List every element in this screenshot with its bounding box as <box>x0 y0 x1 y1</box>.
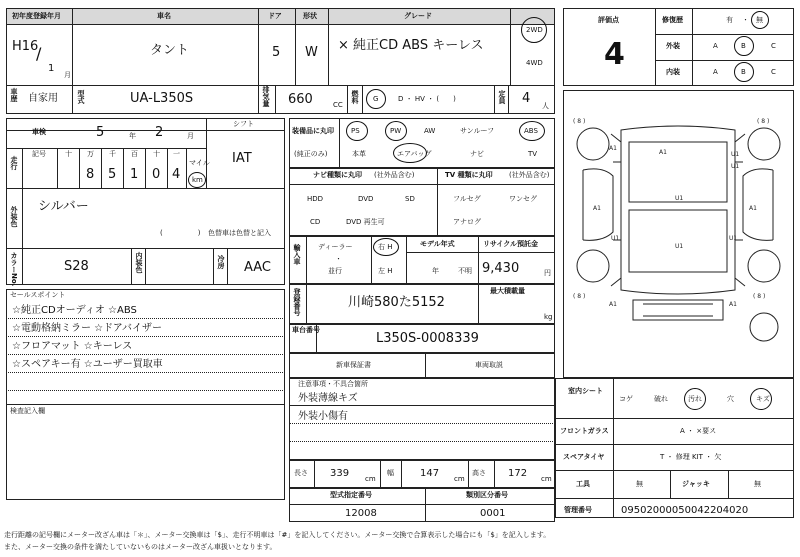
color-no-label: カラーNo. <box>10 252 18 287</box>
selling-points-block <box>6 289 285 500</box>
ac-label: 冷房 <box>217 255 225 269</box>
tools: 無 <box>636 480 643 488</box>
repair-no: 無 <box>756 16 763 24</box>
width: 147 <box>420 468 440 479</box>
navi-sub: (社外品含む) <box>374 171 415 179</box>
docs-block <box>289 353 555 378</box>
import-right-h: 右 H <box>378 243 393 251</box>
spare-label: スペアタイヤ <box>563 453 605 461</box>
recycle-label: リサイクル預託金 <box>483 240 539 248</box>
windshield: A ・ ×要ス <box>680 427 717 435</box>
import-parallel: 並行 <box>328 267 342 275</box>
ext-color-label: 外装色 <box>10 206 18 227</box>
navi-item: HDD <box>307 195 324 203</box>
equip-tv: TV <box>528 150 538 158</box>
import-left-h: 左 H <box>378 267 393 275</box>
note-line: 外装小傷有 <box>298 411 348 422</box>
usage: 自家用 <box>28 93 58 104</box>
shift: IAT <box>232 151 252 166</box>
rating-label: 評価点 <box>598 16 619 24</box>
interior-color-label: 内装色 <box>135 252 143 273</box>
navi-label: ナビ種類に丸印 <box>313 171 362 179</box>
height: 172 <box>508 468 528 479</box>
spare: T ・ 修理 KIT ・ 欠 <box>660 453 722 461</box>
int-grade-c: C <box>771 68 776 76</box>
grade: × 純正CD ABS キーレス <box>338 38 484 53</box>
tire-label: ( 8 ) <box>573 293 586 300</box>
drive-4wd: 4WD <box>526 59 543 67</box>
capacity-label: 定員 <box>498 90 506 104</box>
footer-line: 走行距離の記号欄にメーター改ざん車は「＊」、メーター交換車は「$」、走行不明車は「#」を記入してください。メーター交換で合算表示した場合にも「$」を記入します。 <box>4 531 551 539</box>
tv-item: アナログ <box>453 218 481 226</box>
unit-h-0: 十 <box>65 150 72 158</box>
recycle: 9,430 <box>482 261 520 276</box>
ext-color-note: 色替車は色替と記入 <box>208 229 271 237</box>
first-reg-label: 初年度登録年月 <box>12 12 61 20</box>
damage-mark: A1 <box>659 149 667 156</box>
management: 09502000050042204020 <box>621 505 749 516</box>
rating-score: 4 <box>604 37 625 72</box>
jack-label: ジャッキ <box>682 480 710 488</box>
repair-sep: ・ <box>742 16 749 24</box>
width-label: 幅 <box>387 469 394 477</box>
drive-2wd: 2WD <box>526 26 543 34</box>
damage-mark: U1 <box>731 163 740 170</box>
equip-leather: 本革 <box>352 150 366 158</box>
tv-label: TV 種類に丸印 <box>445 171 493 179</box>
record-label: 記号 <box>32 150 46 158</box>
inspector-label: 検査記入欄 <box>10 407 45 415</box>
damage-mark: U1 <box>731 151 740 158</box>
sheet-item: コゲ <box>619 395 633 403</box>
mile-label: マイル <box>189 159 210 167</box>
equip-ps: PS <box>351 127 360 135</box>
selling-point-line: ☆スペアキー有 ☆ユーザー買取車 <box>12 359 163 370</box>
inspection-year-unit: 年 <box>129 132 136 140</box>
grade-label: グレード <box>404 12 432 20</box>
ext-color-paren: ( ) <box>160 229 201 237</box>
navi-item: CD <box>310 218 321 226</box>
type-no-label: 型式指定番号 <box>330 491 372 499</box>
length: 339 <box>330 468 350 479</box>
tire-label: ( 8 ) <box>753 293 766 300</box>
shape: W <box>305 45 318 60</box>
unit-h-3: 百 <box>131 150 138 158</box>
selling-point-line: ☆フロアマット ☆キーレス <box>12 341 133 352</box>
first-reg-slash: / <box>36 44 42 63</box>
cm: cm <box>541 475 552 483</box>
unit-h-5: 一 <box>173 150 180 158</box>
usage-label: 車歴 <box>10 88 18 102</box>
reg-value: 川崎580た5152 <box>348 295 445 310</box>
ext-grade-b: B <box>741 42 746 50</box>
class-label: 類別区分番号 <box>466 491 508 499</box>
selling-point-line: ☆電動格納ミラー ☆ドアバイザー <box>12 323 163 334</box>
class-no: 0001 <box>480 508 506 519</box>
cm: cm <box>454 475 465 483</box>
repair-yes: 有 <box>726 16 733 24</box>
tv-item: ワンセグ <box>509 195 537 203</box>
interior-label: 内装 <box>666 68 680 76</box>
equip-pw: PW <box>390 127 402 135</box>
door-label: ドア <box>268 12 282 20</box>
damage-mark: U1 <box>611 235 620 242</box>
ext-color: シルバー <box>38 199 89 214</box>
damage-mark: A1 <box>729 301 737 308</box>
mileage-digit: 5 <box>108 167 117 182</box>
damage-mark: A1 <box>593 205 601 212</box>
damage-mark: A1 <box>609 301 617 308</box>
type-no: 12008 <box>345 508 377 519</box>
note-line: 外装薄線キズ <box>298 393 358 404</box>
import-dealer: ディーラー <box>318 243 353 251</box>
fuel-rest: D ・ HV ・ ( ) <box>398 95 456 103</box>
ext-grade-c: C <box>771 42 776 50</box>
displacement: 660 <box>288 92 313 107</box>
equip-airbag: エアバッグ <box>397 150 432 158</box>
tire-label: ( 8 ) <box>757 118 770 125</box>
damage-mark: A1 <box>749 205 757 212</box>
equip-aw: AW <box>424 127 436 135</box>
mileage-digit: 4 <box>172 167 181 182</box>
import-label: 輸入車 <box>293 244 301 265</box>
repair-label: 修復歴 <box>662 16 683 24</box>
inspection-label: 車検 <box>32 128 46 136</box>
selling-points-label: セールスポイント <box>10 291 66 299</box>
fuel-g: G <box>373 95 379 103</box>
navi-item: SD <box>405 195 415 203</box>
int-grade-a: A <box>713 68 718 76</box>
first-reg-era: H16 <box>12 39 39 54</box>
management-label: 管理番号 <box>564 506 592 514</box>
sheet-item: 汚れ <box>688 395 702 403</box>
mileage-digit: 0 <box>152 167 161 182</box>
mileage-digit: 8 <box>86 167 95 182</box>
import-dot: ・ <box>335 255 342 263</box>
sheet-item: 破れ <box>654 395 668 403</box>
equip-navi: ナビ <box>470 150 484 158</box>
max-load-label: 最大積載量 <box>490 287 525 295</box>
tv-item: フルセグ <box>453 195 481 203</box>
sheet-label: 室内シート <box>568 387 603 395</box>
cm: cm <box>365 475 376 483</box>
unit-h-2: 千 <box>109 150 116 158</box>
tools-label: 工具 <box>576 480 590 488</box>
mileage-label: 走行 <box>10 156 18 170</box>
fuel-label: 燃料 <box>351 90 359 104</box>
chassis: L350S-0008339 <box>376 331 479 346</box>
ext-grade-a: A <box>713 42 718 50</box>
equip-abs: ABS <box>524 127 538 135</box>
int-grade-b: B <box>741 68 746 76</box>
navi-item: DVD 再生可 <box>346 218 385 226</box>
displacement-label: 排気量 <box>262 86 270 107</box>
model-year-label: モデル年式 <box>420 240 455 248</box>
equipment-block <box>289 118 555 168</box>
shape-label: 形状 <box>303 12 317 20</box>
selling-point-line: ☆純正CDオーディオ ☆ABS <box>12 305 137 316</box>
windshield-label: フロントガラス <box>560 427 609 435</box>
model-label: 型式 <box>77 90 85 104</box>
exterior-label: 外装 <box>666 42 680 50</box>
length-label: 長さ <box>294 469 308 477</box>
equip-sunroof: サンルーフ <box>460 127 495 135</box>
person-unit: 人 <box>542 102 549 110</box>
unit-h-4: 十 <box>153 150 160 158</box>
inspection-year: 5 <box>96 125 105 140</box>
inspection-month-unit: 月 <box>187 132 194 140</box>
tv-sub: (社外品含む) <box>509 171 550 179</box>
inspection-month: 2 <box>155 125 164 140</box>
model-year-unit: 年 <box>432 267 439 275</box>
first-reg-month: 1 <box>48 63 55 74</box>
damage-mark: U1 <box>729 235 738 242</box>
model-year-unknown: 不明 <box>458 267 472 275</box>
color-no: S28 <box>64 259 89 274</box>
km-label: km <box>192 176 203 184</box>
car-name-label: 車名 <box>157 12 171 20</box>
mileage-digit: 1 <box>130 167 139 182</box>
car-diagram <box>563 90 794 378</box>
sheet-item: 穴 <box>727 395 734 403</box>
damage-mark: U1 <box>675 195 684 202</box>
new-car-doc: 新車保証書 <box>336 361 371 369</box>
doors: 5 <box>272 45 281 60</box>
first-reg-month-unit: 月 <box>64 71 71 79</box>
notes-label: 注意事項・不具合箇所 <box>298 380 368 388</box>
equipment-sub: (純正のみ) <box>294 150 328 158</box>
tire-label: ( 8 ) <box>573 118 586 125</box>
footer-line: また、メーター交換の条件を満たしていないものはメーター改ざん車扱いとなります。 <box>4 543 277 551</box>
unit-h-1: 万 <box>87 150 94 158</box>
reg-label: 登録番号 <box>293 288 301 316</box>
jack: 無 <box>754 480 761 488</box>
chassis-label: 車台番号 <box>292 326 320 334</box>
kg: kg <box>544 313 553 321</box>
navi-item: DVD <box>358 195 374 203</box>
damage-mark: U1 <box>675 243 684 250</box>
model: UA-L350S <box>130 91 194 106</box>
cc-unit: CC <box>333 101 343 109</box>
equipment-label: 装備品に丸印 <box>292 127 334 135</box>
type-block <box>289 488 555 522</box>
capacity: 4 <box>522 91 531 106</box>
height-label: 高さ <box>472 469 486 477</box>
damage-mark: A1 <box>609 145 617 152</box>
shift-label: シフト <box>233 120 254 128</box>
ac: AAC <box>244 260 271 275</box>
car-name: タント <box>150 43 190 58</box>
manual: 車両取説 <box>475 361 503 369</box>
yen: 円 <box>544 269 551 277</box>
sheet-item: キズ <box>756 395 770 403</box>
